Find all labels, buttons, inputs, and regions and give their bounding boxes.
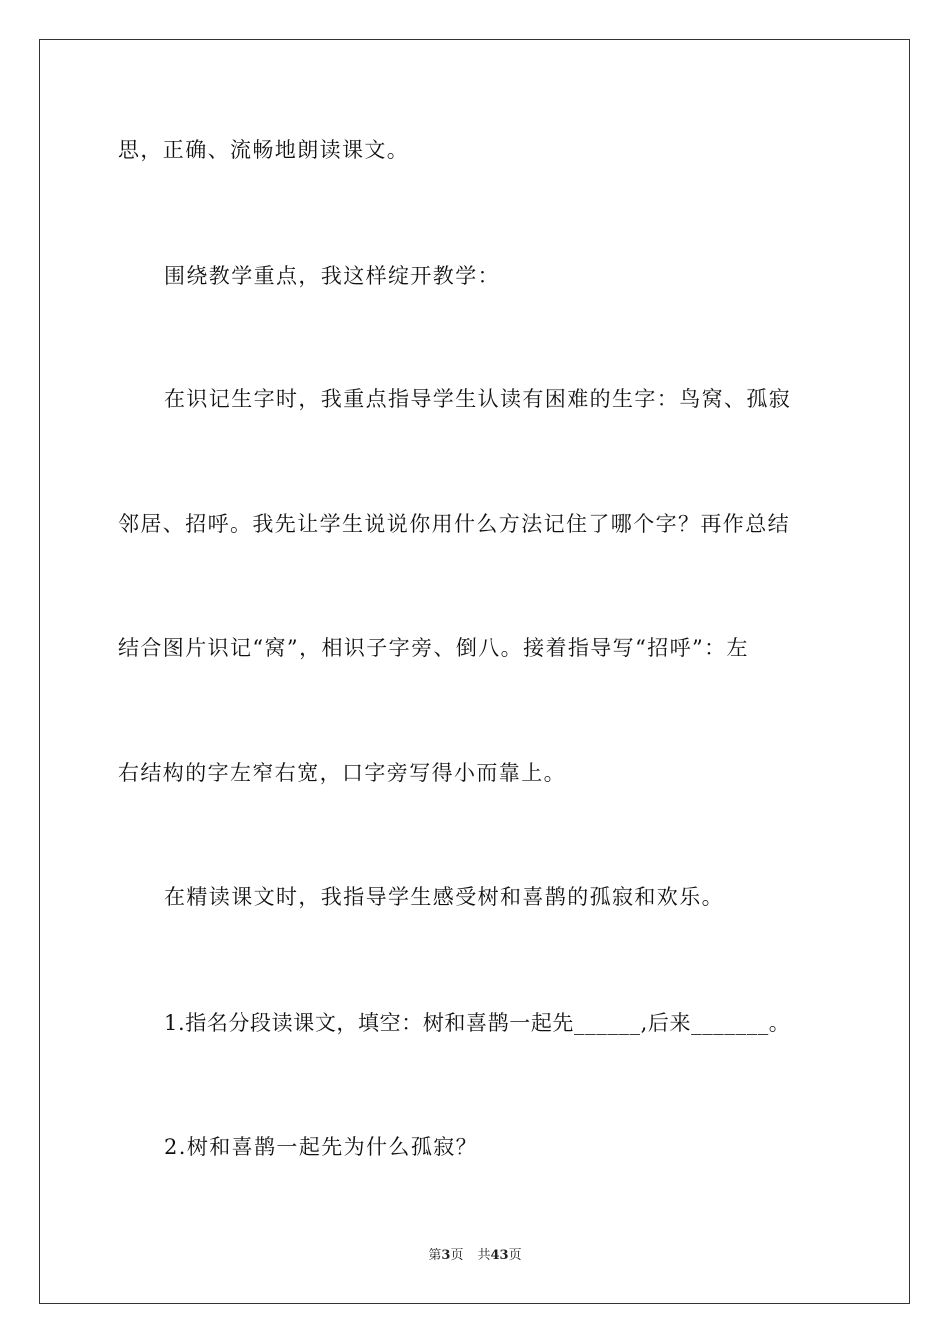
footer-total-prefix: 共 xyxy=(477,1248,491,1263)
text-line-6: 右结构的字左窄右宽，口字旁写得小而靠上。 xyxy=(118,761,566,785)
text-line-1: 思，正确、流畅地朗读课文。 xyxy=(118,138,410,162)
text-line-7: 在精读课文时，我指导学生感受树和喜鹊的孤寂和欢乐。 xyxy=(164,885,724,909)
text-line-2: 围绕教学重点，我这样绽开教学： xyxy=(164,264,500,288)
footer-page-suffix: 页 xyxy=(450,1248,464,1263)
page-footer xyxy=(0,1247,950,1265)
page-border xyxy=(39,39,910,1304)
text-line-9: 2.树和喜鹊一起先为什么孤寂？ xyxy=(164,1135,479,1159)
footer-page-prefix: 第 xyxy=(428,1248,442,1263)
footer-total-suffix: 页 xyxy=(508,1248,522,1263)
text-line-3: 在识记生字时，我重点指导学生认读有困难的生字：鸟窝、孤寂 xyxy=(164,387,792,411)
footer-total-pages: 43 xyxy=(490,1248,509,1263)
text-line-5: 结合图片识记“窝”，相识子字旁、倒八。接着指导写“招呼”：左 xyxy=(118,636,749,660)
text-line-8: 1.指名分段读课文，填空：树和喜鹊一起先______,后来_______。 xyxy=(164,1011,791,1035)
footer-page-number: 3 xyxy=(441,1248,451,1263)
text-line-4: 邻居、招呼。我先让学生说说你用什么方法记住了哪个字？再作总结 xyxy=(118,512,790,536)
